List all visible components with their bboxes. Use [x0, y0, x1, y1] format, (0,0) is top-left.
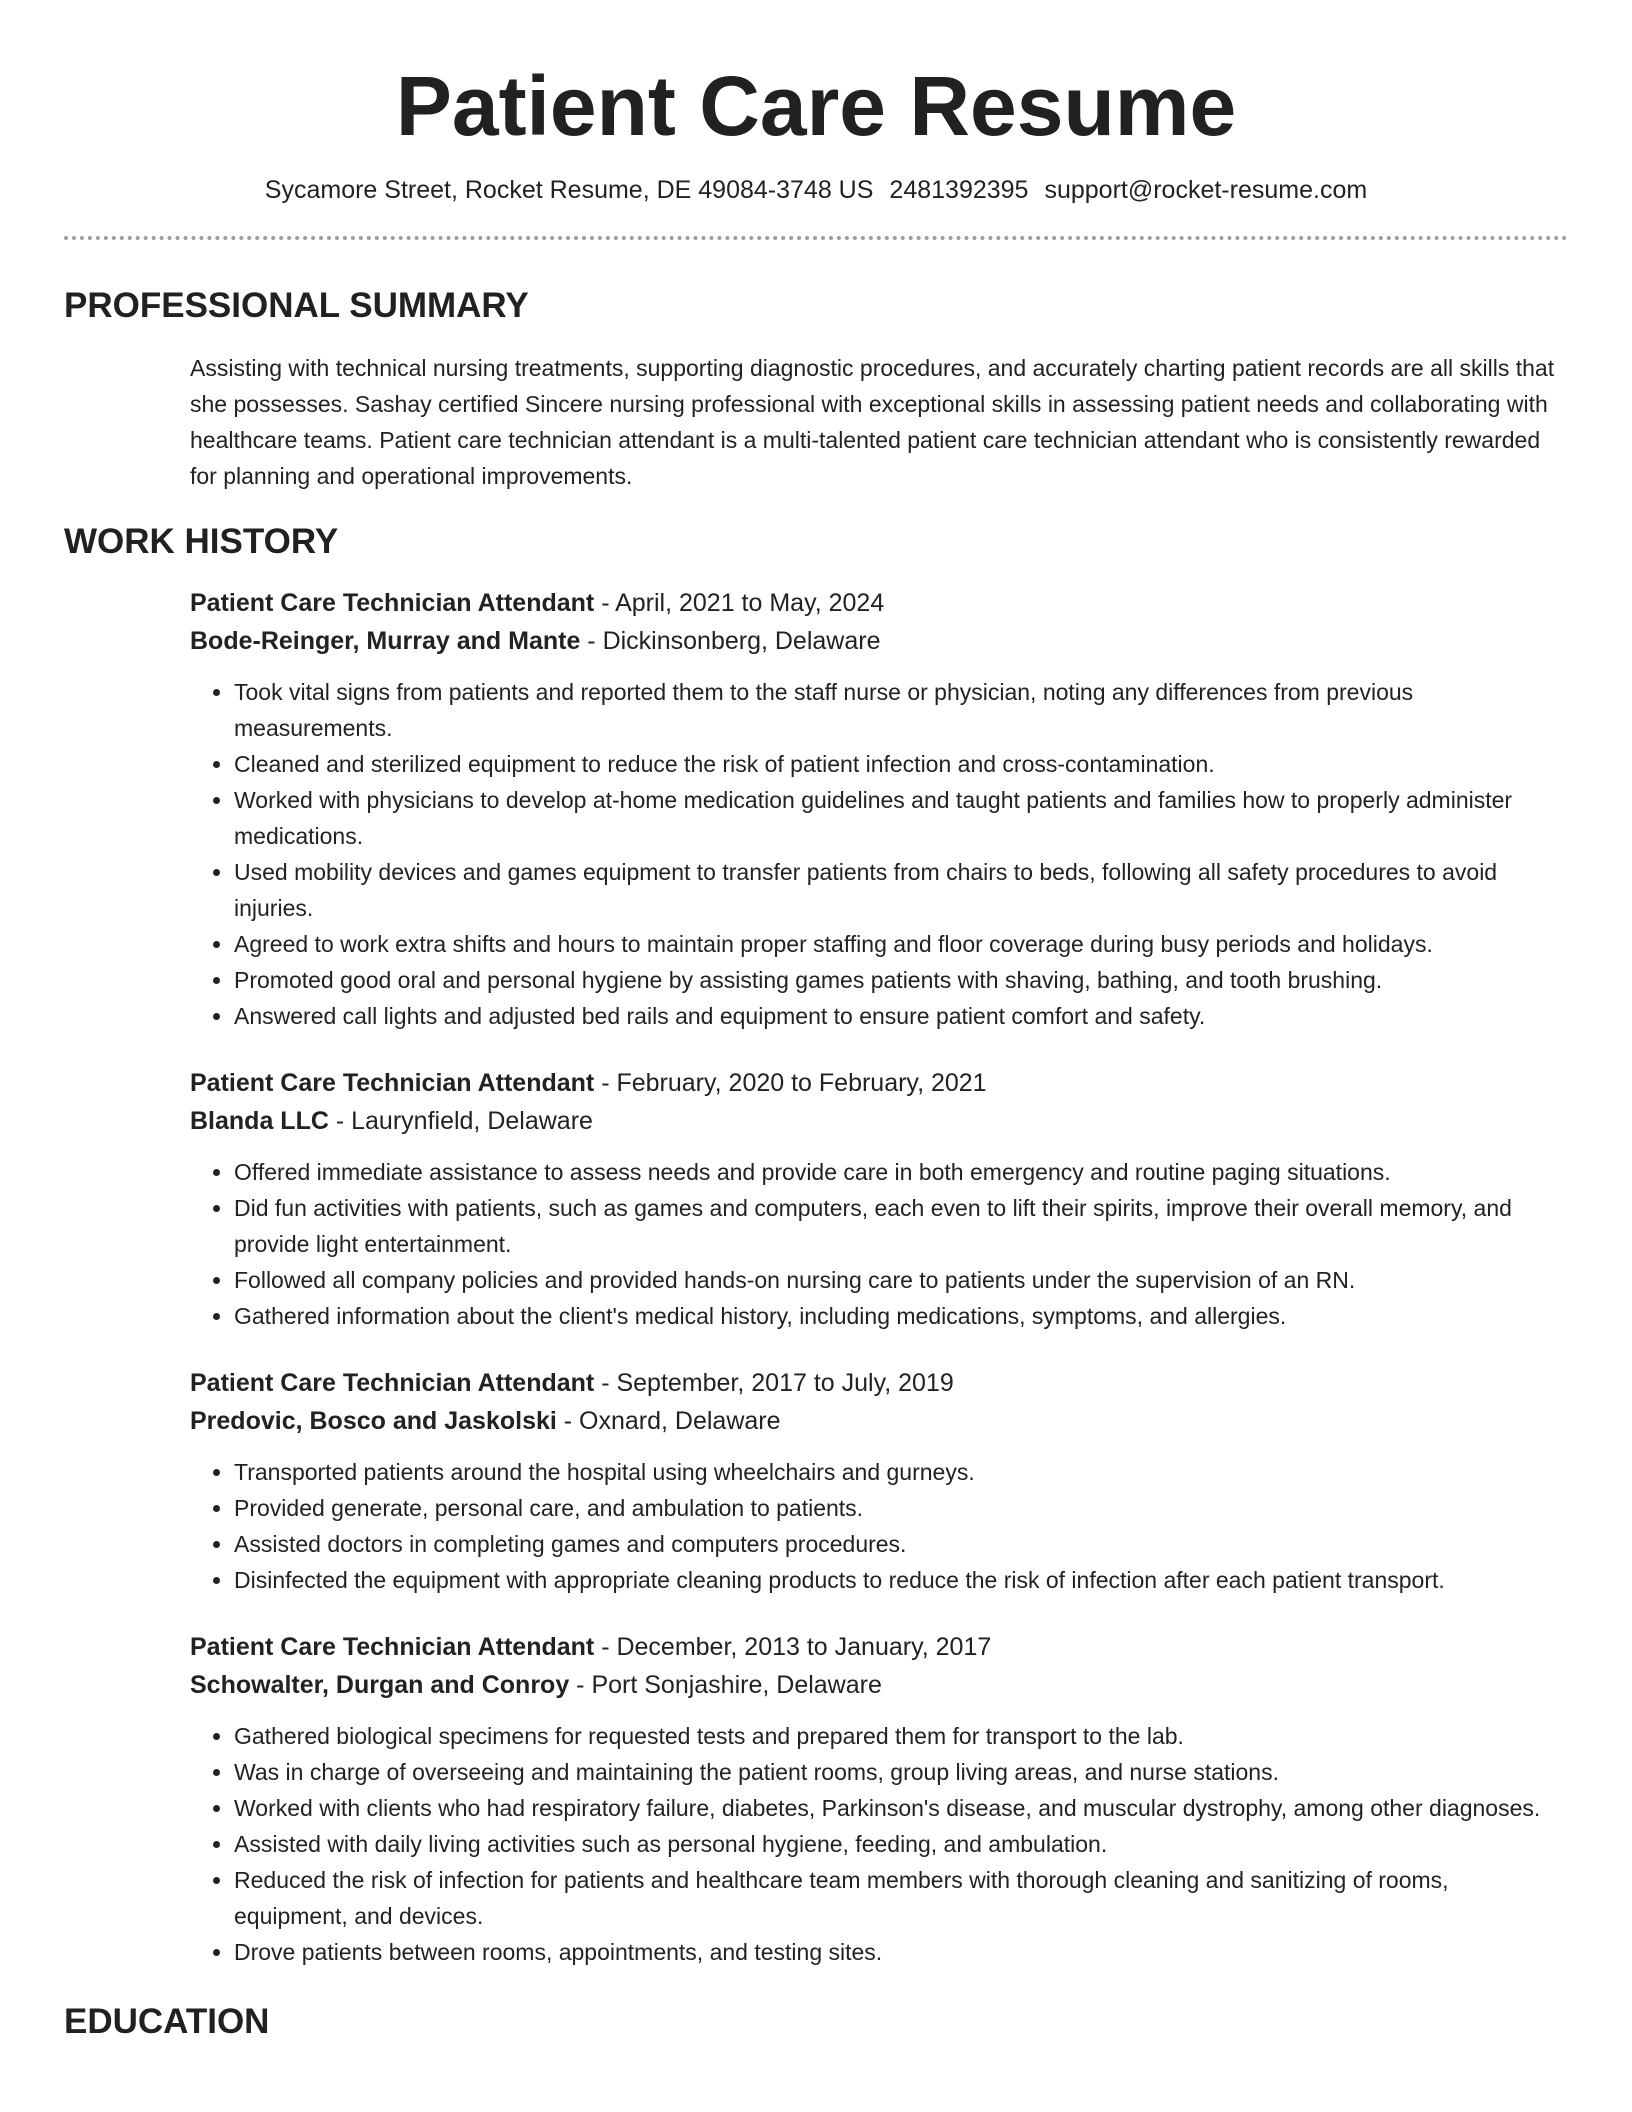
header-divider [64, 236, 1568, 240]
job-bullet: • Assisted doctors in completing games and computers procedures. [234, 1526, 1568, 1562]
job-dates: - February, 2020 to February, 2021 [594, 1069, 987, 1097]
job-bullet: • Followed all company policies and provided hands-on nursing care to patients under the supervision of an RN. [234, 1262, 1568, 1298]
contact-line [64, 174, 1568, 206]
contact-address: Sycamore Street, Rocket Resume, DE 49084-3748 US [264, 176, 874, 204]
summary-text: Assisting with technical nursing treatments, supporting diagnostic procedures, and accurately charting patient records are all skills that she possesses. Sashay certified Sincere nursing professional with exceptional skills in assessing patient needs and collaborating with healthcare teams. Patient care technician attendant is a multi-talented patient care technician attendant who is consistently rewarded for planning and operational improvements. [190, 355, 1555, 489]
job-bullet: • Worked with physicians to develop at-home medication guidelines and taught patients and families how to properly administer medications. [234, 782, 1568, 854]
job-company: Blanda LLC [190, 1107, 329, 1135]
job-bullet: • Gathered information about the client's medical history, including medications, symptoms, and allergies. [234, 1298, 1568, 1334]
job-dates: - April, 2021 to May, 2024 [594, 589, 885, 617]
job-bullet: • Was in charge of overseeing and maintaining the patient rooms, group living areas, and nurse stations. [234, 1754, 1568, 1790]
job-bullets [190, 674, 1568, 1034]
job-title-line [190, 1628, 1568, 1666]
job-bullet: • Gathered biological specimens for requested tests and prepared them for transport to the lab. [234, 1718, 1568, 1754]
job-entry [190, 1064, 1568, 1334]
job-bullet: • Disinfected the equipment with appropriate cleaning products to reduce the risk of infection after each patient transport. [234, 1562, 1568, 1598]
job-location: - Oxnard, Delaware [556, 1407, 781, 1435]
job-bullet: • Took vital signs from patients and reported them to the staff nurse or physician, noting any differences from previous measurements. [234, 674, 1568, 746]
job-bullet: • Reduced the risk of infection for patients and healthcare team members with thorough cleaning and sanitizing of rooms, equipment, and devices. [234, 1862, 1568, 1934]
job-bullets [190, 1454, 1568, 1598]
job-entry [190, 1364, 1568, 1598]
job-company: Schowalter, Durgan and Conroy [190, 1671, 570, 1699]
job-dates: - September, 2017 to July, 2019 [594, 1369, 954, 1397]
job-bullet: • Cleaned and sterilized equipment to reduce the risk of patient infection and cross-contamination. [234, 746, 1568, 782]
job-bullet: • Agreed to work extra shifts and hours to maintain proper staffing and floor coverage during busy periods and holidays. [234, 926, 1568, 962]
job-bullet: • Assisted with daily living activities such as personal hygiene, feeding, and ambulation. [234, 1826, 1568, 1862]
job-role: Patient Care Technician Attendant [190, 1633, 595, 1661]
job-entry [190, 1628, 1568, 1970]
job-dates: - December, 2013 to January, 2017 [594, 1633, 992, 1661]
job-bullet: • Offered immediate assistance to assess needs and provide care in both emergency and routine paging situations. [234, 1154, 1568, 1190]
job-location: - Port Sonjashire, Delaware [569, 1671, 882, 1699]
job-bullet: • Worked with clients who had respiratory failure, diabetes, Parkinson's disease, and muscular dystrophy, among other diagnoses. [234, 1790, 1568, 1826]
job-bullet: • Answered call lights and adjusted bed rails and equipment to ensure patient comfort and safety. [234, 998, 1568, 1034]
job-title-line [190, 1364, 1568, 1402]
job-role: Patient Care Technician Attendant [190, 1369, 595, 1397]
job-company: Bode-Reinger, Murray and Mante [190, 627, 581, 655]
job-company-line [190, 622, 1568, 660]
job-list [190, 584, 1568, 1970]
job-company-line [190, 1666, 1568, 1704]
work-history-heading: WORK HISTORY [64, 522, 339, 561]
contact-phone: 2481392395 [889, 176, 1029, 204]
job-entry [190, 584, 1568, 1034]
job-bullets [190, 1718, 1568, 1970]
job-title-line [190, 1064, 1568, 1102]
job-company-line [190, 1102, 1568, 1140]
job-bullets [190, 1154, 1568, 1334]
job-title-line [190, 584, 1568, 622]
job-bullet: • Provided generate, personal care, and ambulation to patients. [234, 1490, 1568, 1526]
job-bullet: • Did fun activities with patients, such as games and computers, each even to lift their spirits, improve their overall memory, and provide light entertainment. [234, 1190, 1568, 1262]
job-role: Patient Care Technician Attendant [190, 1069, 595, 1097]
contact-email: support@rocket-resume.com [1044, 176, 1368, 204]
job-bullet: • Transported patients around the hospital using wheelchairs and gurneys. [234, 1454, 1568, 1490]
job-role: Patient Care Technician Attendant [190, 589, 595, 617]
job-location: - Laurynfield, Delaware [328, 1107, 593, 1135]
job-company-line [190, 1402, 1568, 1440]
education-heading: EDUCATION [64, 2002, 270, 2041]
job-bullet: • Drove patients between rooms, appointments, and testing sites. [234, 1934, 1568, 1970]
job-bullet: • Promoted good oral and personal hygiene by assisting games patients with shaving, bathing, and tooth brushing. [234, 962, 1568, 998]
job-company: Predovic, Bosco and Jaskolski [190, 1407, 557, 1435]
resume-name: Patient Care Resume [395, 59, 1237, 153]
summary-heading: PROFESSIONAL SUMMARY [64, 286, 529, 325]
job-location: - Dickinsonberg, Delaware [580, 627, 881, 655]
job-bullet: • Used mobility devices and games equipment to transfer patients from chairs to beds, following all safety procedures to avoid injuries. [234, 854, 1568, 926]
